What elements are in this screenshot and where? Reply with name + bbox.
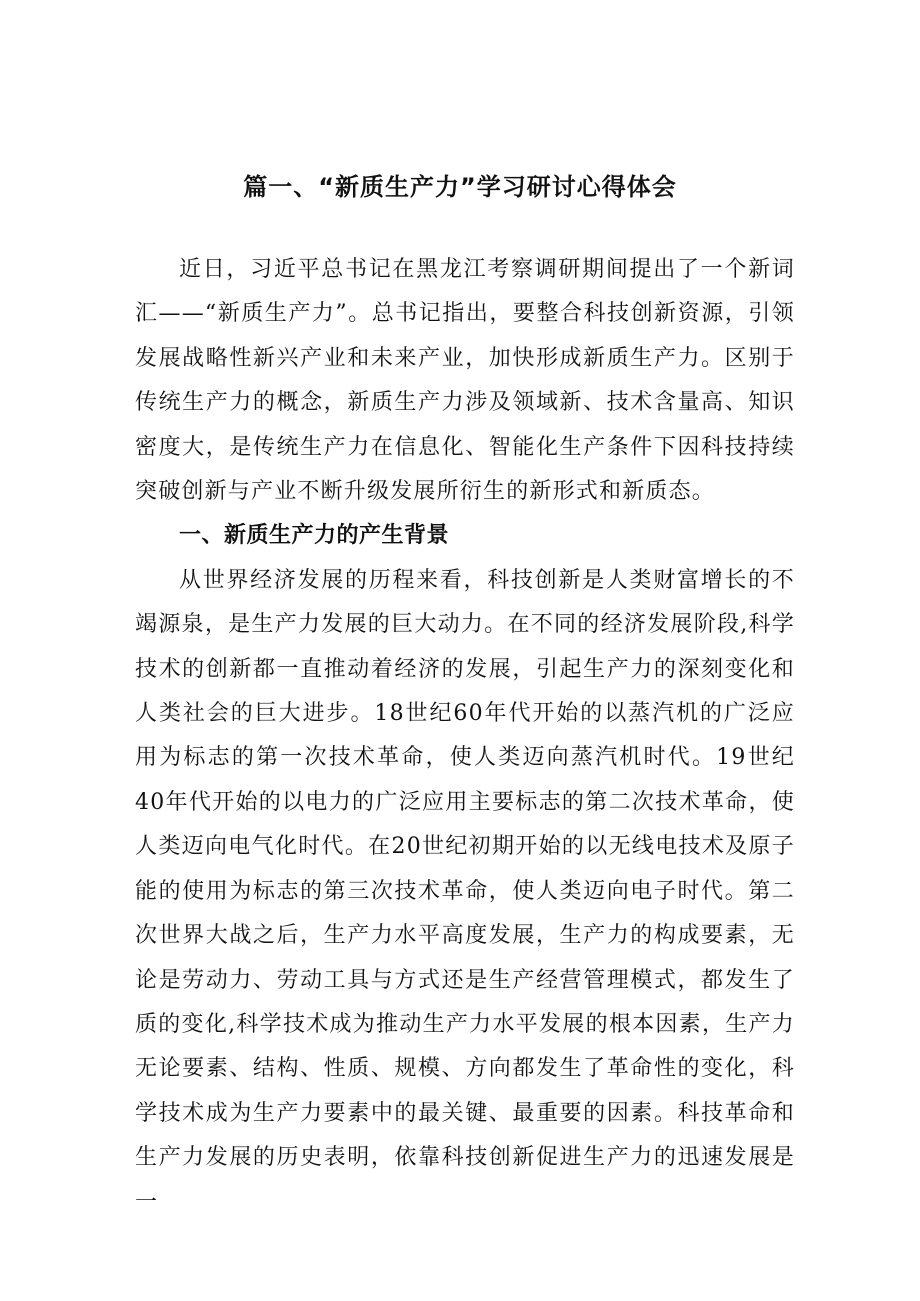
intro-paragraph: 近日，习近平总书记在黑龙江考察调研期间提出了一个新词汇——“新质生产力”。总书记指出，要整合科技创新资源，引领发展战略性新兴产业和未来产业，加快形成新质生产力。区别于传统生产力的概念，新质生产力涉及领域新、技术含量高、知识密度大，是传统生产力在信息化、智能化生产条件下因科技持续突破创新与产业不断升级发展所衍生的新形式和新质态。 <box>135 257 795 505</box>
document-body <box>135 248 795 1225</box>
section-heading-1: 一、新质生产力的产生背景 <box>179 523 450 549</box>
document-title: 篇一、“新质生产力”学习研讨心得体会 <box>243 173 677 201</box>
section-1-paragraph: 从世界经济发展的历程来看，科技创新是人类财富增长的不竭源泉，是生产力发展的巨大动力。在不同的经济发展阶段,科学技术的创新都一直推动着经济的发展，引起生产力的深刻变化和人类社会的巨大进步。18世纪60年代开始的以蒸汽机的广泛应用为标志的第一次技术革命，使人类迈向蒸汽机时代。19世纪40年代开始的以电力的广泛应用主要标志的第二次技术革命，使人类迈向电气化时代。在20世纪初期开始的以无线电技术及原子能的使用为标志的第三次技术革命，使人类迈向电子时代。第二次世界大战之后，生产力水平高度发展，生产力的构成要素，无论是劳动力、劳动工具与方式还是生产经营管理模式，都发生了质的变化,科学技术成为推动生产力水平发展的根本因素，生产力无论要素、结构、性质、规模、方向都发生了革命性的变化，科学技术成为生产力要素中的最关键、最重要的因素。科技革命和生产力发展的历史表明，依靠科技创新促进生产力的迅速发展是一 <box>135 567 795 1215</box>
